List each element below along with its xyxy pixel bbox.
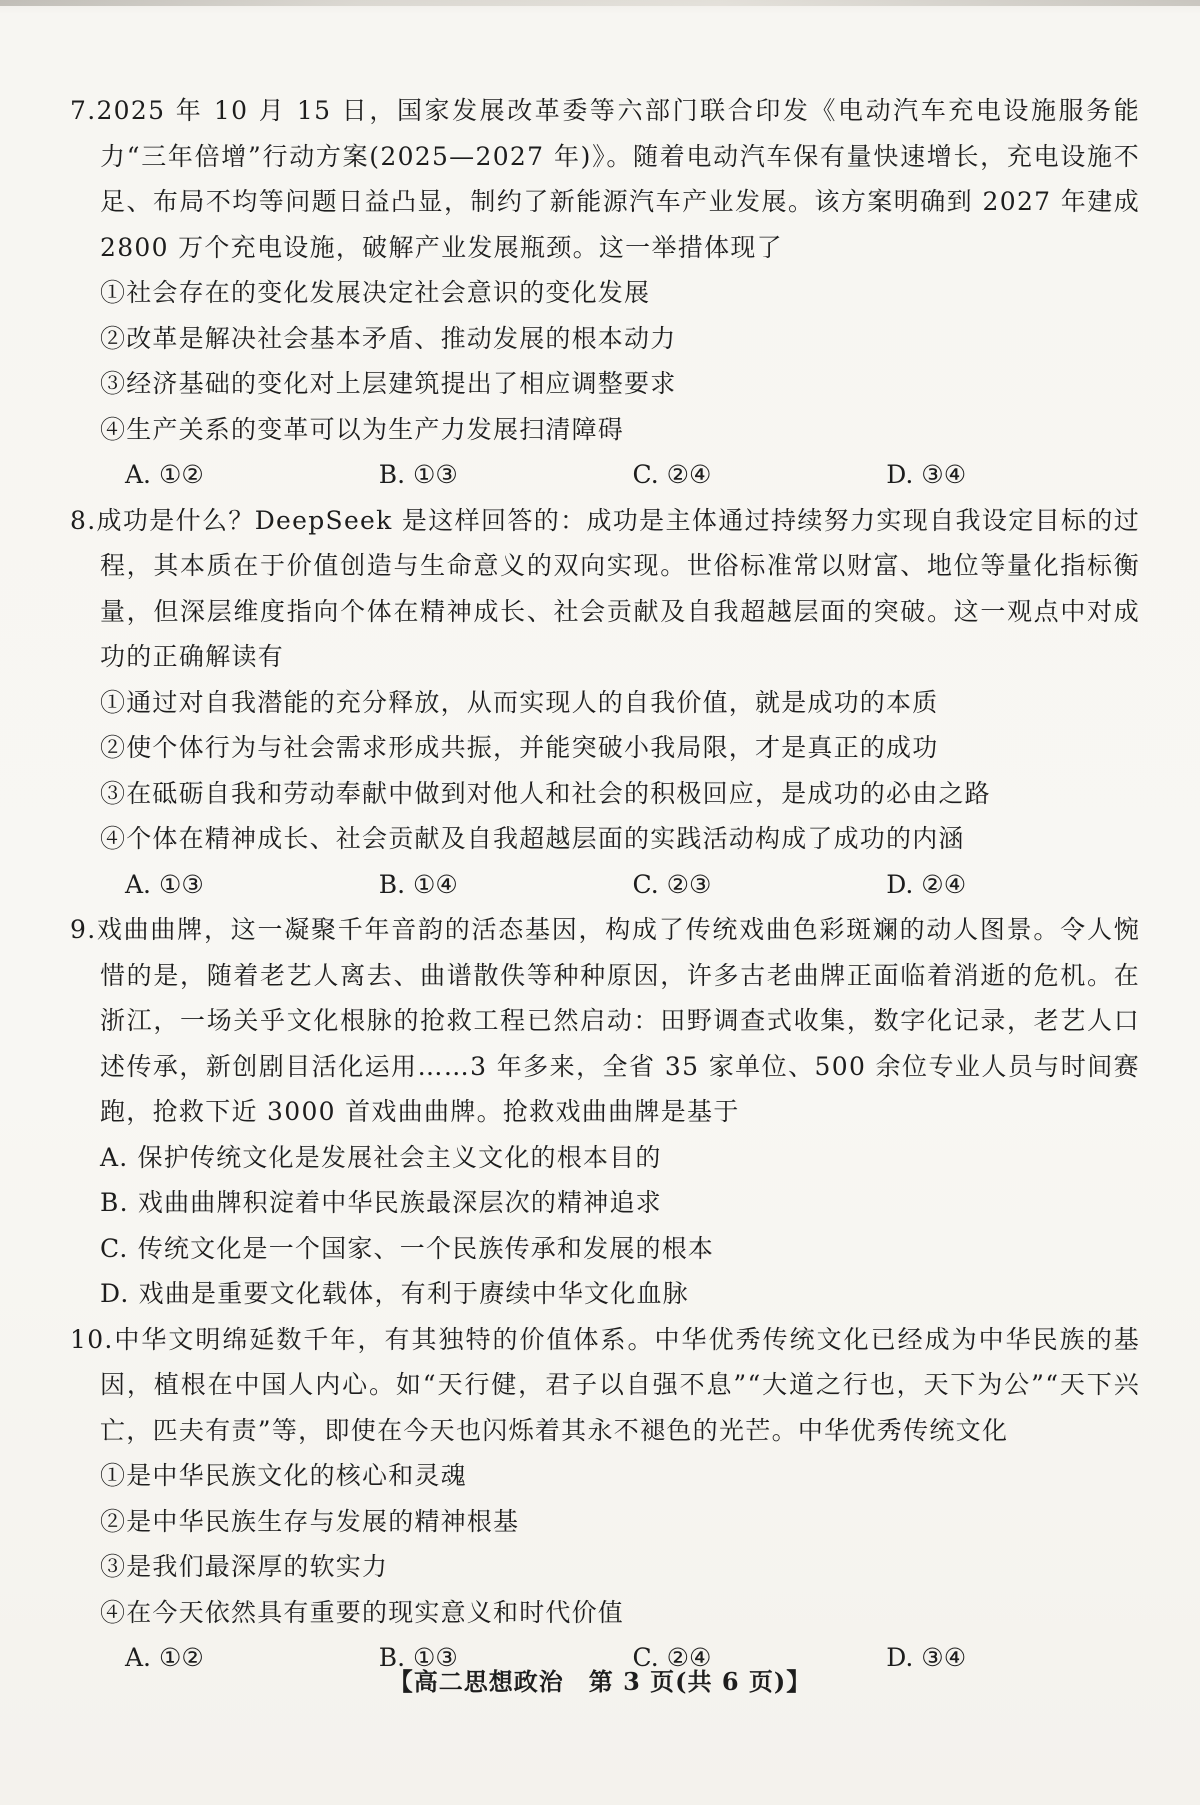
choice-b: B. ①③	[378, 460, 458, 489]
choice-b: B. ①③	[378, 1643, 458, 1672]
question-8	[70, 498, 1140, 908]
statement-item: ②改革是解决社会基本矛盾、推动发展的根本动力	[100, 323, 677, 353]
choice-b: B. ①④	[378, 869, 458, 899]
answer-choices	[70, 452, 1140, 498]
statement-item: ②是中华民族生存与发展的精神根基	[100, 1506, 520, 1536]
choice-d: D. ③④	[886, 1643, 967, 1672]
statement-item: ③经济基础的变化对上层建筑提出了相应调整要求	[100, 369, 677, 398]
statement-item: ①是中华民族文化的核心和灵魂	[100, 1461, 467, 1490]
question-stem: 7.2025 年 10 月 15 日，国家发展改革委等六部门联合印发《电动汽车充电设施服务能力“三年倍增”行动方案(2025—2027 年)》。随着电动汽车保有量快速增长，充电设施不足、布局不均等问题日益凸显，制约了新能源汽车产业发展。该方案明确到 2027 年建成 2800 万个充电设施，破解产业发展瓶颈。这一举措体现了	[70, 96, 1140, 262]
choice-d: D. ③④	[886, 460, 967, 489]
statement-item: ④在今天依然具有重要的现实意义和时代价值	[100, 1597, 625, 1627]
question-list	[70, 88, 1140, 1681]
question-stem: 9.戏曲曲牌，这一凝聚千年音韵的活态基因，构成了传统戏曲色彩斑斓的动人图景。令人惋惜的是，随着老艺人离去、曲谱散佚等种种原因，许多古老曲牌正面临着消逝的危机。在浙江，一场关乎文化根脉的抢救工程已然启动：田野调查式收集，数字化记录，老艺人口述传承，新创剧目活化运用……3 年多来，全省 35 家单位、500 余位专业人员与时间赛跑，抢救下近 3000 首戏曲曲牌。抢救戏曲曲牌是基于	[70, 915, 1140, 1126]
statement-item: ④个体在精神成长、社会贡献及自我超越层面的实践活动构成了成功的内涵	[100, 824, 965, 853]
statement-item: ③是我们最深厚的软实力	[100, 1552, 389, 1581]
statement-item: ①通过对自我潜能的充分释放，从而实现人的自我价值，就是成功的本质	[100, 687, 939, 717]
option-b: B. 戏曲曲牌积淀着中华民族最深层次的精神追求	[100, 1188, 662, 1217]
statement-item: ③在砥砺自我和劳动奉献中做到对他人和社会的积极回应，是成功的必由之路	[100, 778, 991, 808]
choice-c: C. ②④	[632, 1643, 712, 1672]
choice-c: C. ②④	[632, 460, 712, 489]
answer-choices	[70, 862, 1140, 908]
option-d: D. 戏曲是重要文化载体，有利于赓续中华文化血脉	[100, 1279, 689, 1308]
question-10	[70, 1317, 1140, 1681]
choice-a: A. ①③	[125, 869, 204, 899]
question-9	[70, 907, 1140, 1317]
question-stem: 8.成功是什么？DeepSeek 是这样回答的：成功是主体通过持续努力实现自我设定目标的过程，其本质在于价值创造与生命意义的双向实现。世俗标准常以财富、地位等量化指标衡量，但深层维度指向个体在精神成长、社会贡献及自我超越层面的突破。这一观点中对成功的正确解读有	[70, 505, 1140, 671]
statement-item: ①社会存在的变化发展决定社会意识的变化发展	[100, 278, 651, 307]
question-stem: 10.中华文明绵延数千年，有其独特的价值体系。中华优秀传统文化已经成为中华民族的基因，植根在中国人内心。如“天行健，君子以自强不息”“大道之行也，天下为公”“天下兴亡，匹夫有责”等，即使在今天也闪烁着其永不褪色的光芒。中华优秀传统文化	[70, 1324, 1140, 1445]
choice-a: A. ①②	[125, 460, 204, 489]
statement-item: ②使个体行为与社会需求形成共振，并能突破小我局限，才是真正的成功	[100, 733, 939, 762]
question-7	[70, 88, 1140, 498]
option-a: A. 保护传统文化是发展社会主义文化的根本目的	[100, 1142, 662, 1172]
option-c: C. 传统文化是一个国家、一个民族传承和发展的根本	[100, 1233, 715, 1263]
choice-d: D. ②④	[886, 869, 967, 899]
choice-c: C. ②③	[632, 869, 712, 899]
scan-edge	[0, 0, 1200, 6]
page-footer: 【高二思想政治 第 3 页(共 6 页)】	[388, 1667, 812, 1696]
choice-a: A. ①②	[125, 1643, 204, 1672]
statement-item: ④生产关系的变革可以为生产力发展扫清障碍	[100, 414, 625, 444]
